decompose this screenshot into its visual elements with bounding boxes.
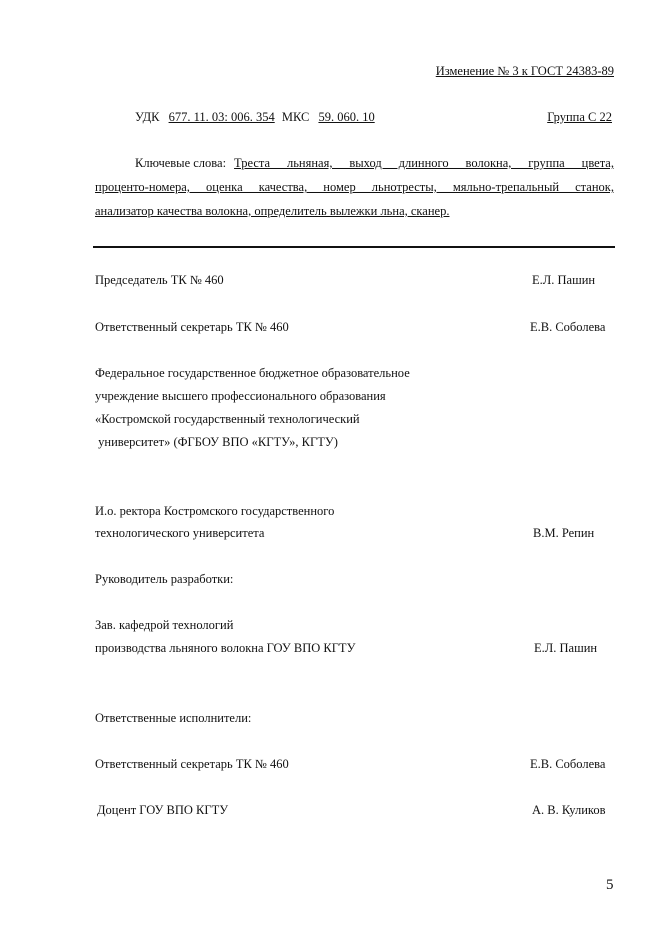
mks-label: МКС <box>281 110 310 124</box>
organization-line-1: Федеральное государственное бюджетное образовательное <box>95 366 410 380</box>
mks-value: 59. 060. 10 <box>318 110 375 124</box>
dept-head-name: Е.Л. Пашин <box>534 641 598 655</box>
keywords-label: Ключевые слова: <box>135 156 227 170</box>
executor-1-name: Е.В. Соболева <box>530 757 606 771</box>
dept-head-line-1: Зав. кафедрой технологий <box>95 618 234 632</box>
rector-title-line-2: технологического университета <box>95 526 265 540</box>
chairman-title: Председатель ТК № 460 <box>95 273 224 287</box>
rector-name: В.М. Репин <box>533 526 595 540</box>
executor-2-name: А. В. Куликов <box>532 803 606 817</box>
executor-2-title: Доцент ГОУ ВПО КГТУ <box>97 803 229 817</box>
organization-line-3: «Костромской государственный технологический <box>95 412 360 426</box>
keywords-line-3: анализатор качества волокна, определитель вылежки льна, сканер. <box>95 204 450 218</box>
udk-value: 677. 11. 03: 006. 354 <box>168 110 275 124</box>
keywords-line-1: Треста льняная, выход длинного волокна, группа цвета, <box>234 156 614 170</box>
secretary-title: Ответственный секретарь ТК № 460 <box>95 320 289 334</box>
section-divider <box>93 246 615 248</box>
keywords-line-2: проценто-номера, оценка качества, номер льнотресты, мяльно-трепальный станок, <box>95 180 614 194</box>
executor-1-title: Ответственный секретарь ТК № 460 <box>95 757 289 771</box>
udk-label: УДК <box>135 110 160 124</box>
executors-label: Ответственные исполнители: <box>95 711 252 725</box>
organization-line-2: учреждение высшего профессионального образования <box>95 389 386 403</box>
organization-line-4: университет» (ФГБОУ ВПО «КГТУ», КГТУ) <box>95 435 338 449</box>
amendment-heading: Изменение № 3 к ГОСТ 24383-89 <box>435 64 614 78</box>
dev-head-label: Руководитель разработки: <box>95 572 234 586</box>
classification-line <box>135 110 375 125</box>
page-number: 5 <box>606 877 614 893</box>
dept-head-line-2: производства льняного волокна ГОУ ВПО КГТУ <box>95 641 356 655</box>
secretary-name: Е.В. Соболева <box>530 320 606 334</box>
rector-title-line-1: И.о. ректора Костромского государственного <box>95 504 335 518</box>
chairman-name: Е.Л. Пашин <box>532 273 596 287</box>
keywords-first-line <box>135 156 614 171</box>
group-code: Группа С 22 <box>547 110 612 124</box>
